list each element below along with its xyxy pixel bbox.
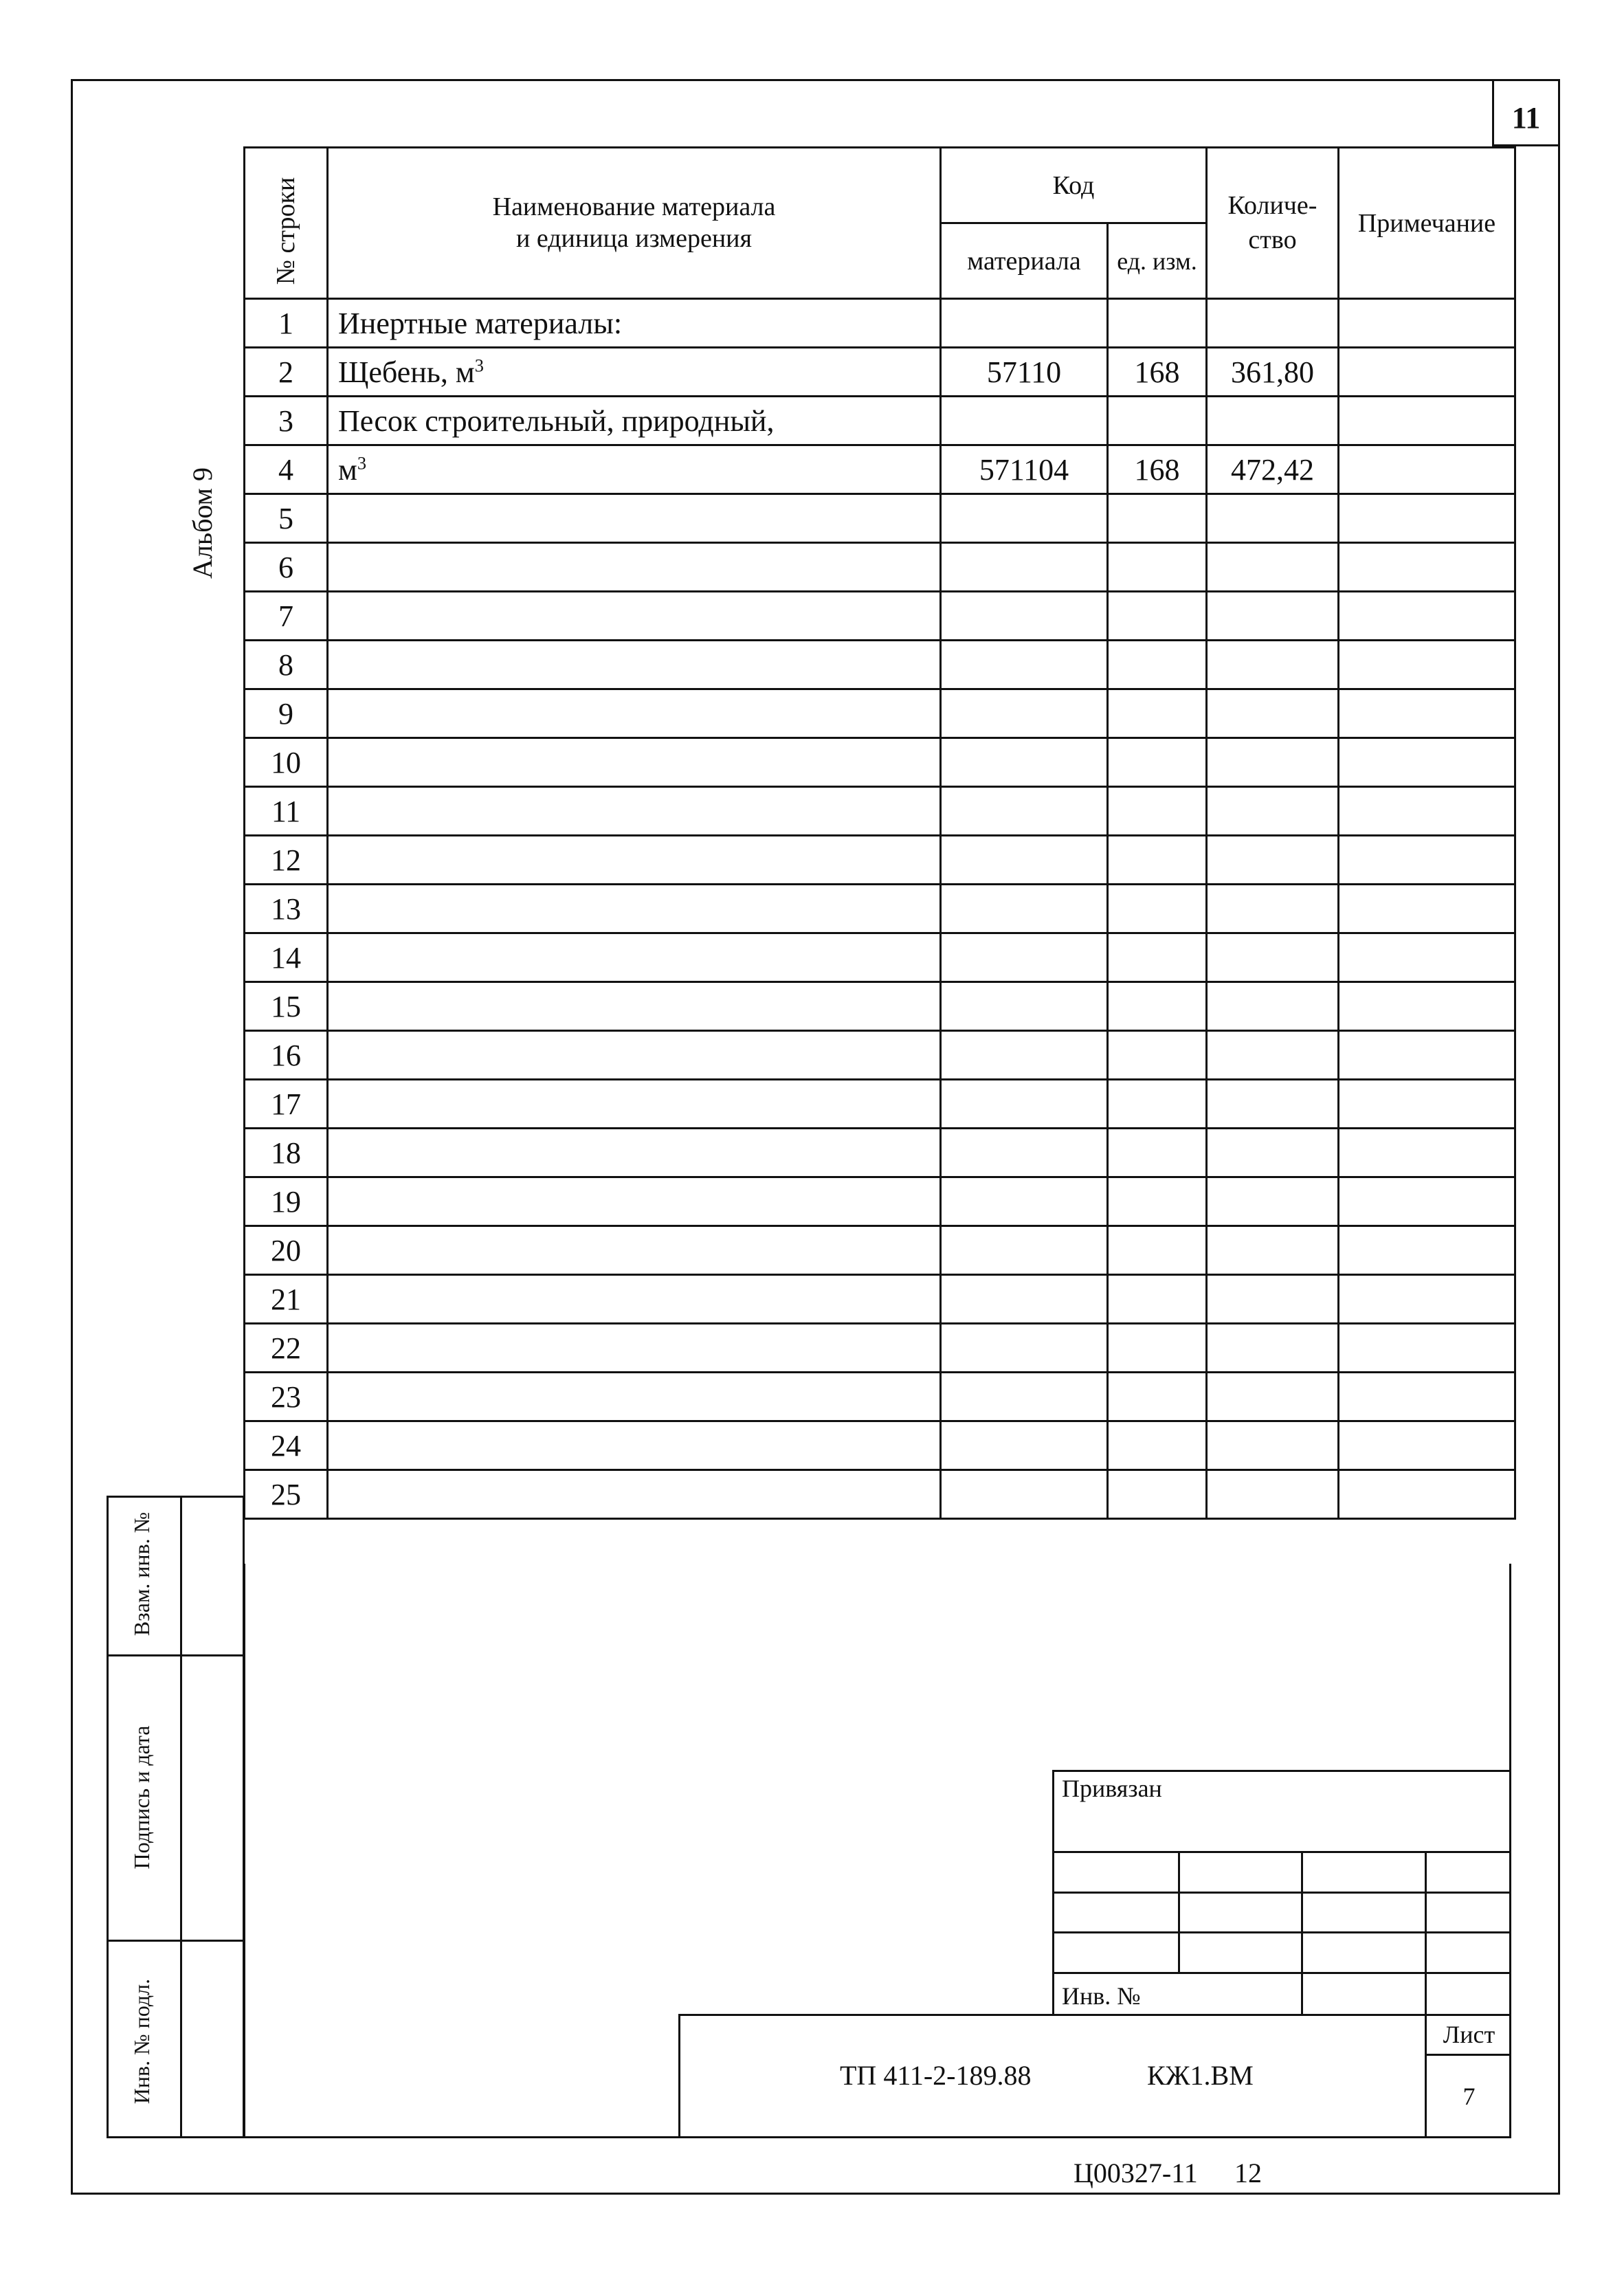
col-header-quantity <box>1207 148 1339 299</box>
row-note <box>1339 836 1515 885</box>
row-unit-code: 168 <box>1108 445 1207 494</box>
row-note <box>1339 1324 1515 1373</box>
row-number: 5 <box>245 494 328 543</box>
album-label: Альбом 9 <box>187 467 218 579</box>
row-note <box>1339 787 1515 836</box>
col-header-row-no-text: № строки <box>271 177 300 285</box>
row-number: 11 <box>245 787 328 836</box>
row-unit-code <box>1108 1177 1207 1226</box>
row-material-code <box>941 1324 1108 1373</box>
row-quantity <box>1207 397 1339 445</box>
row-material-code <box>941 1031 1108 1080</box>
row-note <box>1339 1031 1515 1080</box>
table-row <box>245 1373 1515 1421</box>
col-header-code-unit: ед. изм. <box>1108 223 1207 299</box>
row-number: 21 <box>245 1275 328 1324</box>
row-quantity <box>1207 1226 1339 1275</box>
row-note <box>1339 348 1515 397</box>
row-quantity <box>1207 1031 1339 1080</box>
row-number: 12 <box>245 836 328 885</box>
table-row <box>245 1129 1515 1177</box>
row-material-code <box>941 1129 1108 1177</box>
row-name-text: м <box>338 452 357 487</box>
col-header-note: Примечание <box>1339 148 1515 299</box>
row-material-code <box>941 1421 1108 1470</box>
side-stamp-inv-podl: Инв. № подл. <box>129 1978 154 2105</box>
row-name-text: Щебень, м <box>338 355 475 389</box>
row-material-code <box>941 543 1108 592</box>
table-row <box>245 1324 1515 1373</box>
privyazan-col-line-1 <box>1178 1851 1180 1972</box>
row-unit-code <box>1108 543 1207 592</box>
privyazan-row-line-3 <box>1052 1931 1511 1933</box>
privyazan-col-line-2 <box>1301 1851 1303 2016</box>
row-note <box>1339 1275 1515 1324</box>
footer-code: Ц00327-11 <box>1074 2158 1198 2188</box>
row-number: 14 <box>245 933 328 982</box>
table-row <box>245 1031 1515 1080</box>
row-number: 9 <box>245 689 328 738</box>
row-quantity <box>1207 1129 1339 1177</box>
table-row <box>245 982 1515 1031</box>
row-name <box>328 1226 941 1275</box>
row-name <box>328 738 941 787</box>
row-unit-code <box>1108 494 1207 543</box>
row-unit-code <box>1108 1080 1207 1129</box>
row-quantity <box>1207 494 1339 543</box>
row-name <box>328 1080 941 1129</box>
col-header-code-material: материала <box>941 223 1108 299</box>
title-stamp <box>678 2014 1511 2138</box>
row-number: 7 <box>245 592 328 641</box>
privyazan-label: Привязан <box>1062 1775 1162 1802</box>
row-quantity <box>1207 1324 1339 1373</box>
row-note <box>1339 494 1515 543</box>
row-number: 22 <box>245 1324 328 1373</box>
row-number: 20 <box>245 1226 328 1275</box>
row-unit-code <box>1108 1470 1207 1519</box>
doc-code: ТП 411-2-189.88 <box>840 2060 1032 2091</box>
row-material-code <box>941 885 1108 933</box>
table-row <box>245 641 1515 689</box>
row-material-code <box>941 592 1108 641</box>
row-quantity <box>1207 299 1339 348</box>
row-material-code <box>941 933 1108 982</box>
row-note <box>1339 1470 1515 1519</box>
row-quantity <box>1207 543 1339 592</box>
privyazan-col-line-3 <box>1425 1851 1427 2016</box>
row-material-code <box>941 1275 1108 1324</box>
row-note <box>1339 299 1515 348</box>
row-name <box>328 787 941 836</box>
row-name <box>328 348 941 397</box>
row-note <box>1339 1080 1515 1129</box>
row-material-code <box>941 299 1108 348</box>
side-stamp-divider-2 <box>107 1940 245 1942</box>
row-unit-code <box>1108 641 1207 689</box>
sheet-value: 7 <box>1462 2083 1476 2110</box>
row-number: 1 <box>245 299 328 348</box>
row-note <box>1339 1129 1515 1177</box>
row-number: 25 <box>245 1470 328 1519</box>
row-unit-code <box>1108 836 1207 885</box>
row-material-code <box>941 738 1108 787</box>
row-name <box>328 543 941 592</box>
row-name <box>328 689 941 738</box>
table-row <box>245 933 1515 982</box>
row-name <box>328 982 941 1031</box>
row-note <box>1339 1226 1515 1275</box>
row-unit-code <box>1108 885 1207 933</box>
title-stamp-sheet-label-line <box>1425 2054 1511 2056</box>
row-unit-code <box>1108 738 1207 787</box>
row-name <box>328 494 941 543</box>
row-name <box>328 1421 941 1470</box>
table-row <box>245 1421 1515 1470</box>
row-name-superscript: 3 <box>474 354 484 375</box>
side-stamp <box>107 1496 245 2138</box>
side-stamp-vzam: Взам. инв. № <box>129 1511 154 1637</box>
row-material-code <box>941 641 1108 689</box>
row-number: 18 <box>245 1129 328 1177</box>
row-material-code: 57110 <box>941 348 1108 397</box>
footer-page: 12 <box>1234 2158 1262 2188</box>
row-quantity <box>1207 1177 1339 1226</box>
table-row <box>245 885 1515 933</box>
row-name <box>328 836 941 885</box>
table-row <box>245 348 1515 397</box>
row-material-code <box>941 1470 1108 1519</box>
row-unit-code <box>1108 397 1207 445</box>
row-number: 6 <box>245 543 328 592</box>
row-number: 2 <box>245 348 328 397</box>
row-note <box>1339 982 1515 1031</box>
row-quantity <box>1207 738 1339 787</box>
privyazan-row-line-1 <box>1052 1851 1511 1853</box>
col-header-code: Код <box>941 148 1207 223</box>
row-material-code <box>941 787 1108 836</box>
row-name <box>328 592 941 641</box>
row-material-code <box>941 836 1108 885</box>
row-quantity: 361,80 <box>1207 348 1339 397</box>
side-stamp-divider-1 <box>107 1654 245 1656</box>
row-quantity <box>1207 592 1339 641</box>
row-note <box>1339 689 1515 738</box>
row-name <box>328 933 941 982</box>
col-header-name-line1: Наименование материала <box>492 192 776 221</box>
table-row <box>245 738 1515 787</box>
row-name <box>328 1031 941 1080</box>
row-unit-code <box>1108 1129 1207 1177</box>
row-name <box>328 1129 941 1177</box>
row-quantity <box>1207 885 1339 933</box>
table-row <box>245 787 1515 836</box>
row-quantity <box>1207 787 1339 836</box>
page-number: 11 <box>1511 101 1541 135</box>
row-unit-code <box>1108 689 1207 738</box>
row-material-code <box>941 1080 1108 1129</box>
row-name <box>328 1177 941 1226</box>
col-header-name-line2: и единица измерения <box>516 223 752 253</box>
row-name <box>328 641 941 689</box>
row-material-code <box>941 1177 1108 1226</box>
row-number: 24 <box>245 1421 328 1470</box>
table-row <box>245 836 1515 885</box>
table-row <box>245 1275 1515 1324</box>
row-unit-code <box>1108 933 1207 982</box>
row-unit-code <box>1108 1031 1207 1080</box>
col-header-quantity-line1: Количе- <box>1227 191 1317 221</box>
table-row <box>245 1080 1515 1129</box>
row-number: 8 <box>245 641 328 689</box>
row-material-code <box>941 1373 1108 1421</box>
row-unit-code <box>1108 787 1207 836</box>
inv-no-label: Инв. № <box>1062 1982 1141 2010</box>
row-quantity <box>1207 933 1339 982</box>
row-name <box>328 1324 941 1373</box>
row-quantity <box>1207 836 1339 885</box>
row-number: 15 <box>245 982 328 1031</box>
row-note <box>1339 933 1515 982</box>
table-row <box>245 494 1515 543</box>
row-unit-code <box>1108 1421 1207 1470</box>
privyazan-row-line-4 <box>1052 1972 1511 1974</box>
row-unit-code <box>1108 1324 1207 1373</box>
side-stamp-podpis: Подпись и дата <box>129 1725 154 1870</box>
table-row <box>245 1226 1515 1275</box>
row-material-code <box>941 982 1108 1031</box>
table-row <box>245 592 1515 641</box>
row-material-code <box>941 1226 1108 1275</box>
row-unit-code <box>1108 299 1207 348</box>
row-name-superscript: 3 <box>357 452 367 473</box>
row-name: Инертные материалы: <box>328 299 941 348</box>
row-quantity <box>1207 1275 1339 1324</box>
row-quantity <box>1207 982 1339 1031</box>
row-name <box>328 1373 941 1421</box>
row-name: Песок строительный, природный, <box>328 397 941 445</box>
row-number: 4 <box>245 445 328 494</box>
col-header-row-no <box>245 148 328 299</box>
row-unit-code: 168 <box>1108 348 1207 397</box>
col-header-name <box>328 148 941 299</box>
row-material-code <box>941 397 1108 445</box>
row-number: 16 <box>245 1031 328 1080</box>
row-note <box>1339 1373 1515 1421</box>
row-material-code: 571104 <box>941 445 1108 494</box>
row-quantity <box>1207 1373 1339 1421</box>
table-row <box>245 299 1515 348</box>
row-unit-code <box>1108 1275 1207 1324</box>
row-unit-code <box>1108 592 1207 641</box>
table-row <box>245 689 1515 738</box>
row-quantity <box>1207 1470 1339 1519</box>
row-unit-code <box>1108 1373 1207 1421</box>
row-name <box>328 1275 941 1324</box>
table-row <box>245 1470 1515 1519</box>
row-material-code <box>941 689 1108 738</box>
table-row <box>245 543 1515 592</box>
table-row <box>245 1177 1515 1226</box>
row-number: 23 <box>245 1373 328 1421</box>
row-name <box>328 1470 941 1519</box>
row-note <box>1339 641 1515 689</box>
row-note <box>1339 543 1515 592</box>
row-note <box>1339 738 1515 787</box>
row-note <box>1339 397 1515 445</box>
table-row <box>245 445 1515 494</box>
row-note <box>1339 885 1515 933</box>
row-note <box>1339 592 1515 641</box>
row-number: 10 <box>245 738 328 787</box>
table-area-left-line <box>243 1564 245 2138</box>
table-area-right-line <box>1509 1564 1511 2138</box>
row-name <box>328 885 941 933</box>
row-number: 19 <box>245 1177 328 1226</box>
materials-table <box>243 146 1516 1520</box>
table-row <box>245 397 1515 445</box>
col-header-quantity-line2: ство <box>1248 225 1297 254</box>
row-unit-code <box>1108 982 1207 1031</box>
doc-mark: КЖ1.ВМ <box>1147 2060 1254 2091</box>
sheet-label: Лист <box>1443 2021 1495 2048</box>
table-area-bottom-line <box>107 2136 1511 2138</box>
row-number: 3 <box>245 397 328 445</box>
row-material-code <box>941 494 1108 543</box>
row-unit-code <box>1108 1226 1207 1275</box>
row-number: 13 <box>245 885 328 933</box>
row-note <box>1339 445 1515 494</box>
privyazan-row-line-2 <box>1052 1892 1511 1894</box>
row-quantity <box>1207 1080 1339 1129</box>
row-name <box>328 445 941 494</box>
side-stamp-divider-vertical <box>180 1496 182 2138</box>
row-number: 17 <box>245 1080 328 1129</box>
row-quantity: 472,42 <box>1207 445 1339 494</box>
row-note <box>1339 1421 1515 1470</box>
row-quantity <box>1207 1421 1339 1470</box>
row-note <box>1339 1177 1515 1226</box>
row-quantity <box>1207 689 1339 738</box>
row-quantity <box>1207 641 1339 689</box>
